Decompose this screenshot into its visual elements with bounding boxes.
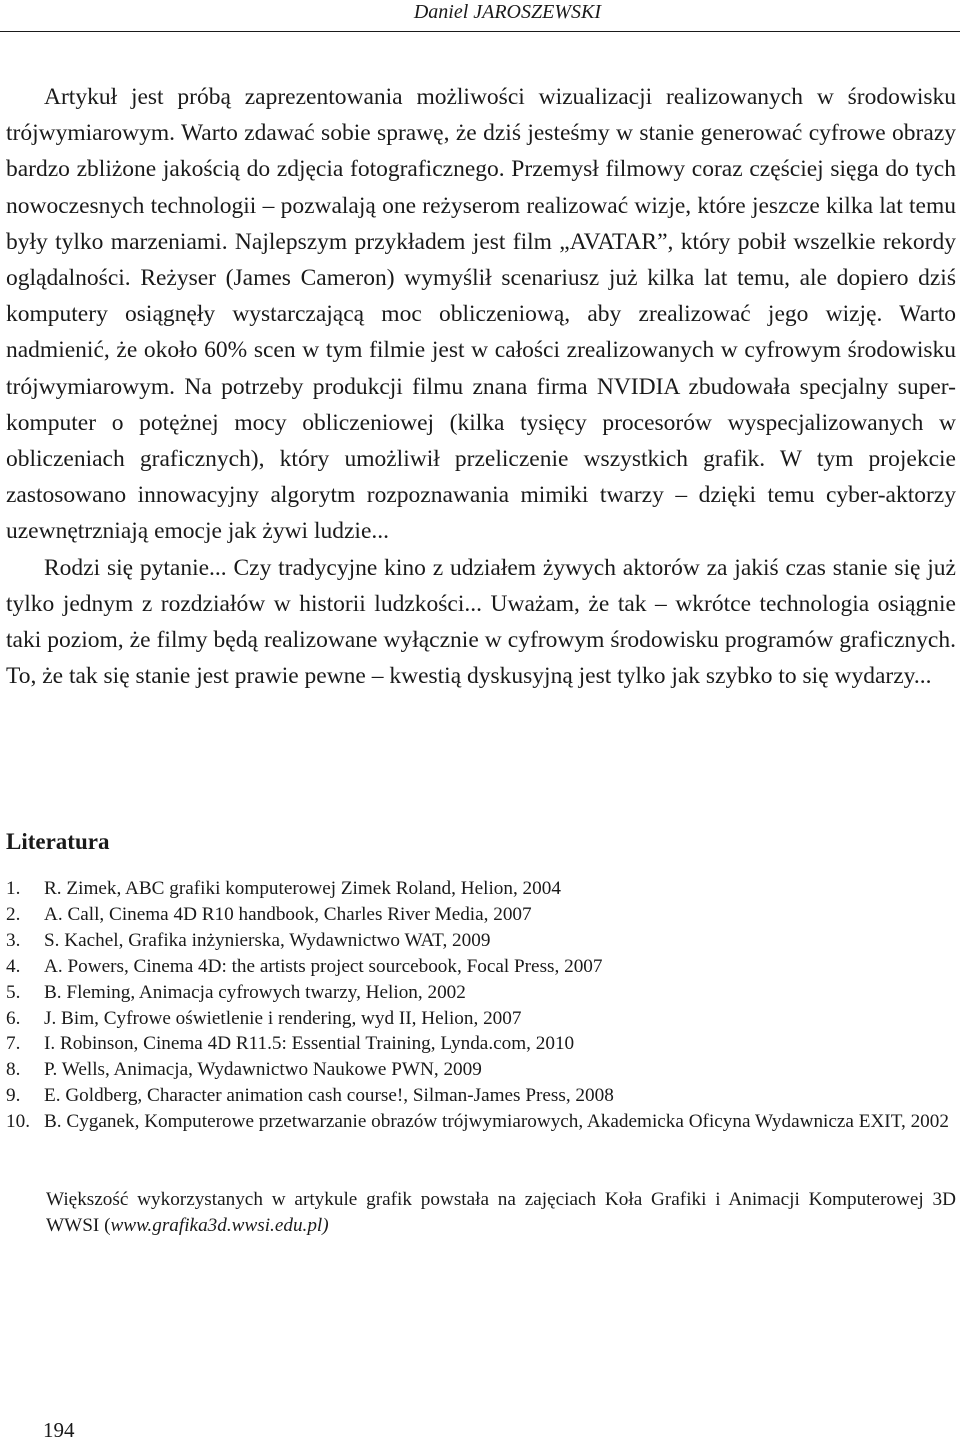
reference-list [6, 876, 956, 1135]
reference-number: 4. [6, 955, 21, 977]
running-header-author: Daniel JAROSZEWSKI [413, 1, 601, 23]
reference-item [6, 928, 956, 954]
body-paragraph: Artykuł jest próbą zaprezentowania możliwości wizualizacji realizowanych w środowisku trójwymiarowym. Warto zdawać sobie sprawę, że dziś jesteśmy w stanie generować cyfrowe obrazy bardzo zbliżone jakością do zdjęcia fotograficznego. Przemysł filmowy coraz częściej sięga do tych nowoczesnych technologii – pozwalają one reżyserom realizować wizje, które jeszcze kilka lat temu były tylko marzeniami. Najlepszym przykładem jest film „AVATAR”, który pobił wszelkie rekordy oglądalności. Reżyser (James Cameron) wymyślił scenariusz już kilka lat temu, ale dopiero dziś komputery osiągnęły wystarczającą moc obliczeniową, aby zrealizować jego wizję. Warto nadmienić, że około 60% scen w tym filmie jest w całości zrealizowanych w cyfrowym środowisku trójwymiarowym. Na potrzeby produkcji filmu znana firma NVIDIA zbudowała specjalny super-komputer o potężnej mocy obliczeniowej (kilka tysięcy procesorów wyspecjalizowanych w obliczeniach graficznych), który umożliwił przeliczenie wszystkich grafik. W tym projekcie zastosowano innowacyjny algorytm rozpoznawania mimiki twarzy – dzięki temu cyber-aktorzy uzewnętrzniają emocje jak żywi ludzie... [6, 84, 956, 545]
reference-number: 7. [6, 1033, 21, 1055]
reference-text: E. Goldberg, Character animation cash course!, Silman-James Press, 2008 [44, 1085, 614, 1107]
reference-text: A. Powers, Cinema 4D: the artists project sourcebook, Focal Press, 2007 [44, 955, 603, 977]
body-paragraph: Rodzi się pytanie... Czy tradycyjne kino z udziałem żywych aktorów za jakiś czas stanie się już tylko jednym z rozdziałów w historii ludzkości... Uważam, że tak – wkrótce technologia osiągnie taki poziom, że filmy będą realizowane wyłącznie w cyfrowym środowisku programów graficznych. To, że tak się stanie jest prawie pewne – kwestią dyskusyjną jest tylko jak szybko to się wydarzy... [6, 554, 956, 690]
reference-item [6, 1083, 956, 1109]
reference-number: 9. [6, 1085, 21, 1107]
reference-text: R. Zimek, ABC grafiki komputerowej Zimek Roland, Helion, 2004 [44, 878, 561, 899]
article-body [6, 79, 956, 694]
footnote [46, 1187, 956, 1239]
reference-text: I. Robinson, Cinema 4D R11.5: Essential Training, Lynda.com, 2010 [44, 1033, 575, 1055]
page-number: 194 [43, 1418, 75, 1442]
reference-text: B. Fleming, Animacja cyfrowych twarzy, Helion, 2002 [44, 981, 466, 1003]
reference-number: 5. [6, 981, 21, 1003]
reference-number: 6. [6, 1007, 21, 1029]
reference-number: 1. [6, 878, 21, 899]
reference-item [6, 954, 956, 980]
reference-item [6, 1057, 956, 1083]
reference-number: 2. [6, 903, 21, 925]
footnote-url: www.grafika3d.wwsi.edu.pl) [110, 1215, 329, 1236]
reference-item [6, 876, 956, 902]
reference-number: 3. [6, 929, 21, 951]
reference-item [6, 1109, 956, 1135]
reference-item [6, 1031, 956, 1057]
reference-number: 10. [6, 1111, 30, 1133]
reference-text: J. Bim, Cyfrowe oświetlenie i rendering, wyd II, Helion, 2007 [44, 1007, 522, 1029]
running-header [0, 0, 960, 32]
literature-heading: Literatura [6, 829, 110, 854]
reference-item [6, 1006, 956, 1032]
reference-text: A. Call, Cinema 4D R10 handbook, Charles River Media, 2007 [44, 903, 532, 925]
reference-item [6, 902, 956, 928]
reference-text: B. Cyganek, Komputerowe przetwarzanie obrazów trójwymiarowych, Akademicka Oficyna Wydawnicza EXIT, 2002 [44, 1111, 949, 1133]
reference-number: 8. [6, 1059, 21, 1081]
reference-item [6, 980, 956, 1006]
reference-text: P. Wells, Animacja, Wydawnictwo Naukowe PWN, 2009 [44, 1059, 482, 1081]
reference-text: S. Kachel, Grafika inżynierska, Wydawnictwo WAT, 2009 [44, 929, 491, 951]
footnote-text: Większość wykorzystanych w artykule grafik powstała na zajęciach Koła Grafiki i Animacji Komputerowej 3D WWSI ( [46, 1189, 956, 1236]
